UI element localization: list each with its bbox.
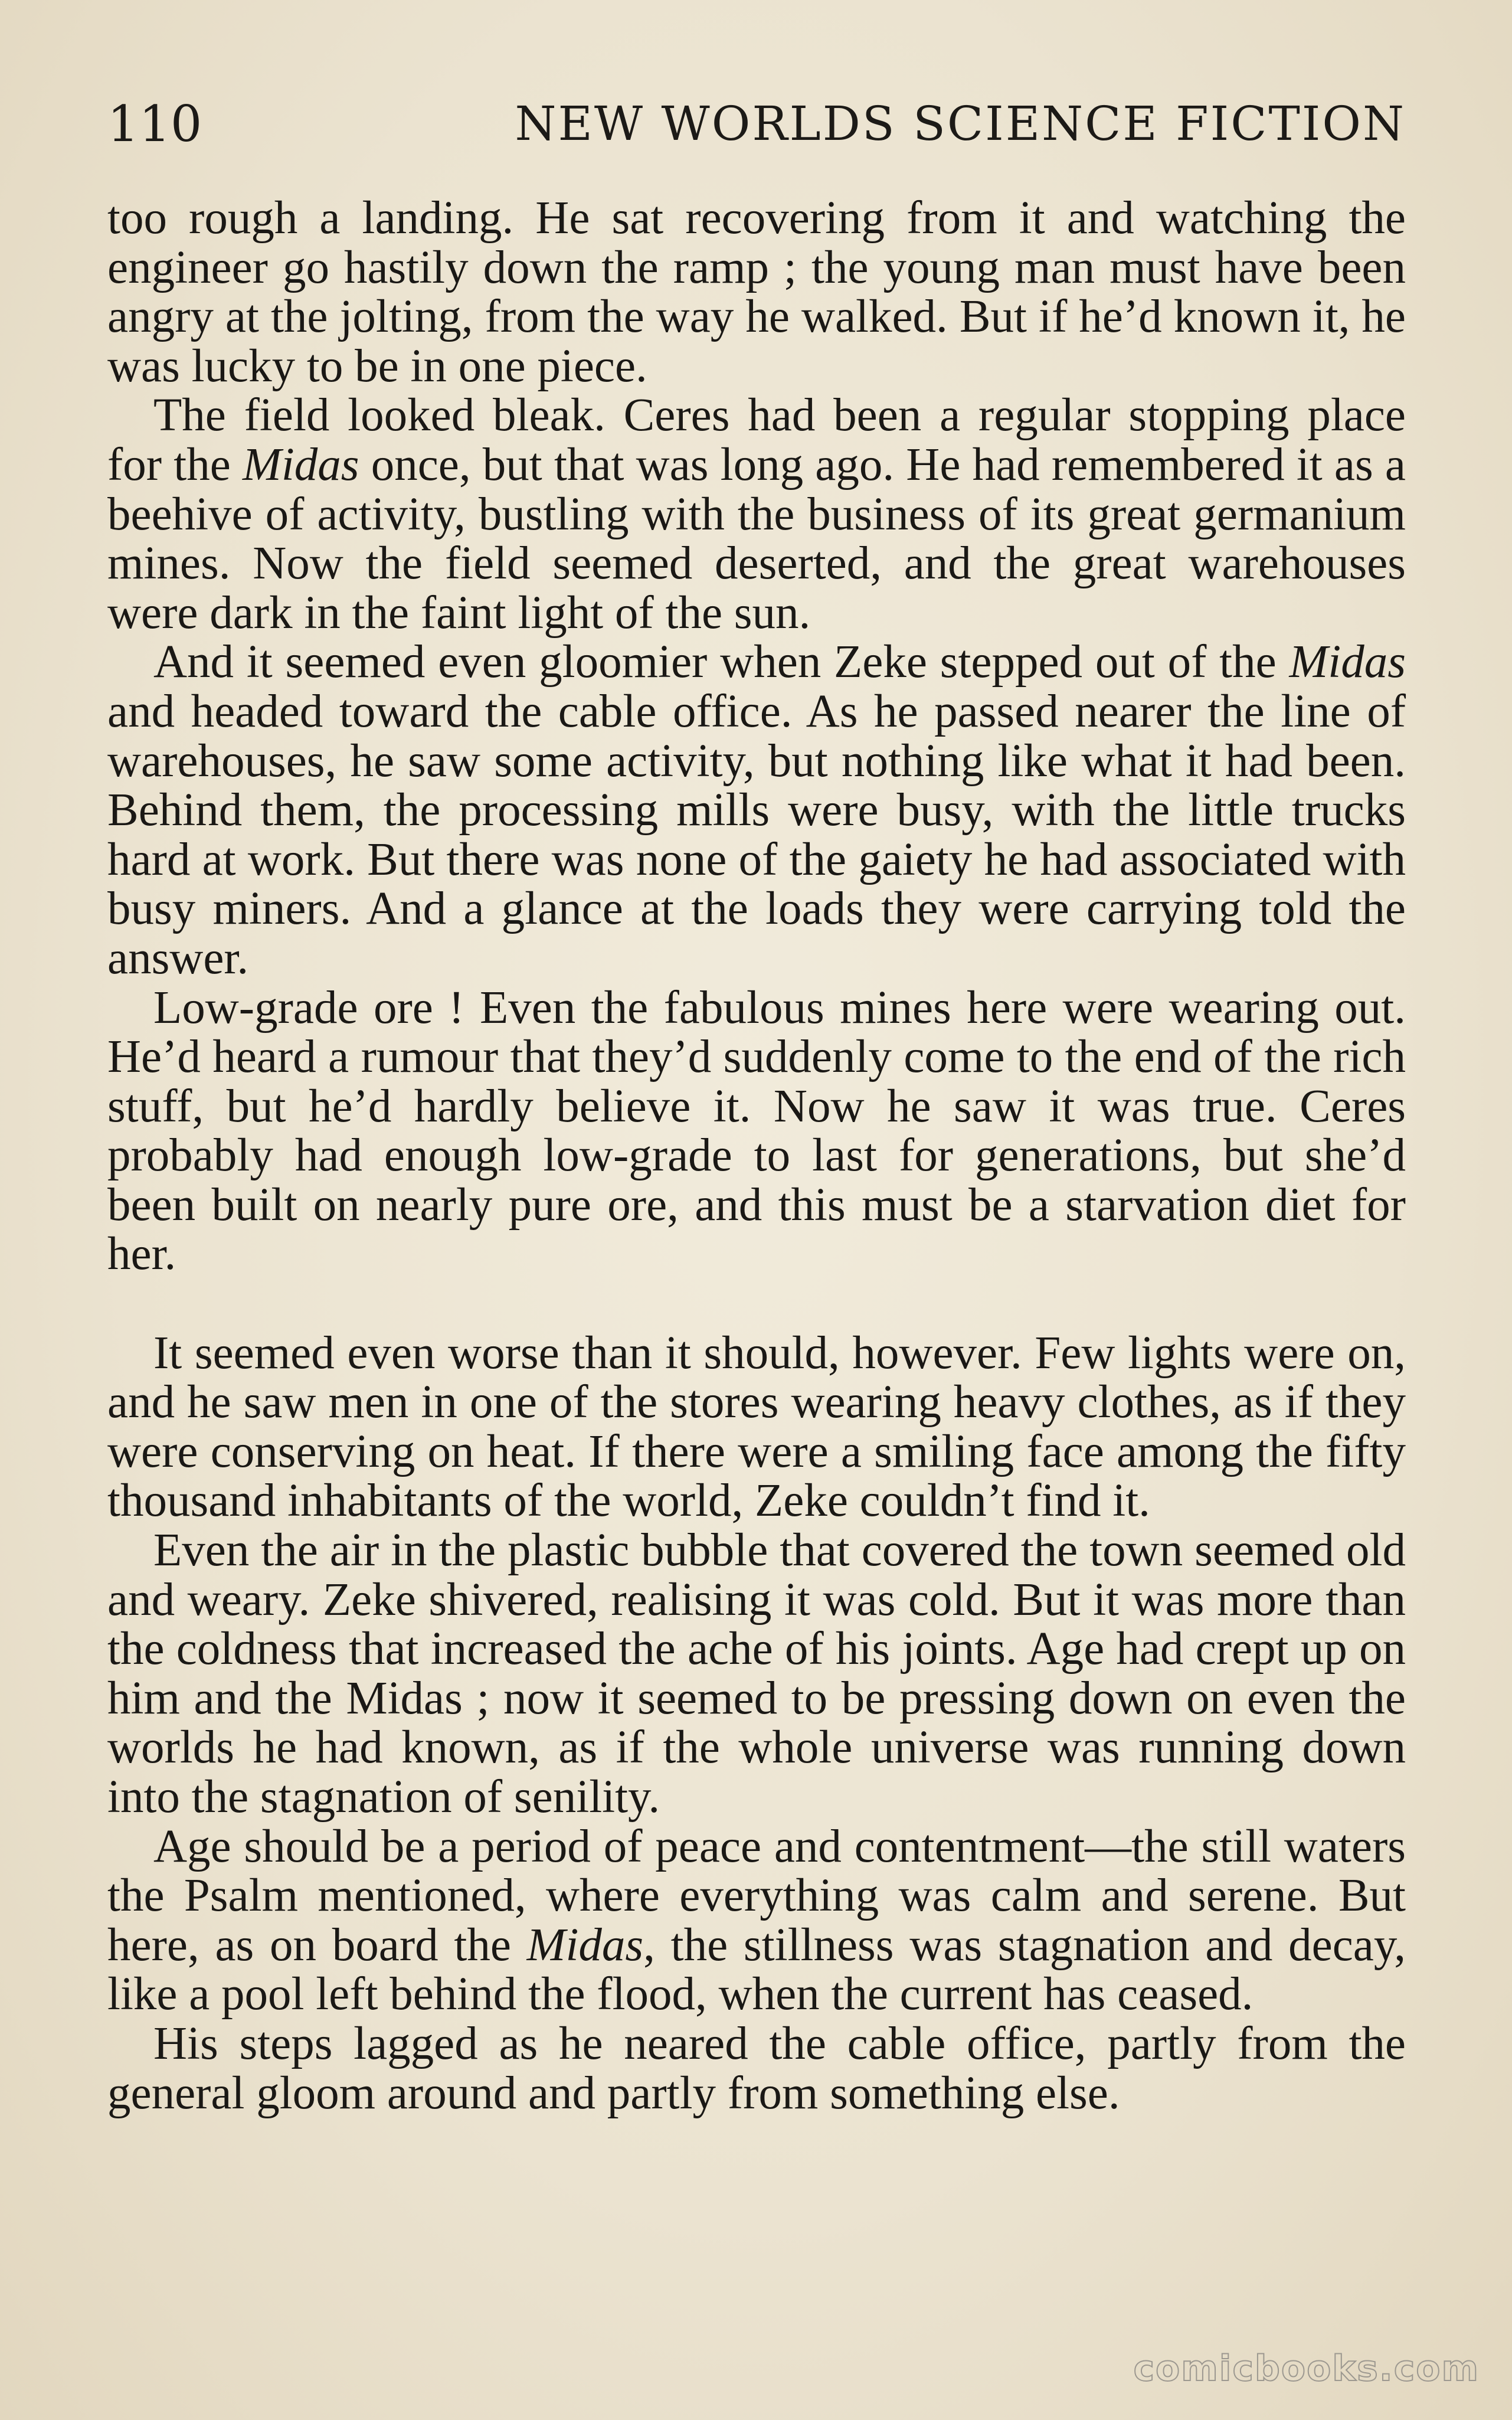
paragraph: It seemed even worse than it should, however. Few lights were on, and he saw men in one of the stores wearing heavy clothes, as if they were conserving on heat. If there were a smiling face among the fifty thousand inhabitants of the world, Zeke couldn’t find it. xyxy=(107,1327,1406,1527)
paragraph: His steps lagged as he neared the cable office, partly from the general gloom around and partly from something else. xyxy=(107,2017,1406,2119)
site-watermark: comicbooks.com xyxy=(1133,2348,1480,2389)
ship-name: Midas xyxy=(1289,636,1406,688)
paragraph-text: once, but that was long ago. He had remembered it as a beehive of activity, bustling with the business of its great germanium mines. Now the field seemed deserted, and the great warehouses were dark in the faint light of the sun. xyxy=(107,439,1406,639)
paragraph-text: and headed toward the cable office. As he passed nearer the line of warehouses, he saw some activity, but nothing like what it had been. Behind them, the processing mills were busy, with the little trucks hard at work. But there was none of the gaiety he had associated with busy miners. And a glance at the loads they were carrying told the answer. xyxy=(107,685,1406,984)
paragraph: Even the air in the plastic bubble that covered the town seemed old and weary. Zeke shivered, realising it was cold. But it was more than the coldness that increased the ache of his joints. Age had crept up on him and the Midas ; now it seemed to be pressing down on even the worlds he had known, as if the whole universe was running down into the stagnation of senility. xyxy=(107,1525,1406,1823)
paragraph xyxy=(107,637,1406,983)
paragraph: Low-grade ore ! Even the fabulous mines here were wearing out. He’d heard a rumour that they’d suddenly come to the end of the rich stuff, but he’d hardly believe it. Now he saw it was true. Ceres probably had enough low-grade to last for generations, but she’d been built on nearly pure ore, and this must be a starvation diet for her. xyxy=(107,982,1406,1280)
paragraph-text: The field looked bleak. Ceres had been a regular stopping place for the xyxy=(107,390,1406,490)
ship-name: Midas xyxy=(243,439,359,490)
paragraph-text: , the stillness was stagnation and decay, like a pool left behind the flood, when the current has ceased. xyxy=(107,1919,1406,2020)
running-head: NEW WORLDS SCIENCE FICTION xyxy=(515,96,1406,151)
paragraph: too rough a landing. He sat recovering from it and watching the engineer go hastily down the ramp ; the young man must have been angry at the jolting, from the way he walked. But if he’d known it, he was lucky to be in one piece. xyxy=(107,192,1406,392)
ship-name: Midas xyxy=(526,1919,644,1971)
page-number: 110 xyxy=(107,95,202,153)
body-text xyxy=(107,194,1406,2118)
paragraph xyxy=(107,1822,1406,2019)
paragraph-text: Age should be a period of peace and contentment—the still waters the Psalm mentioned, where everything was calm and serene. But here, as on board the xyxy=(107,1820,1406,1971)
page-header xyxy=(107,94,1406,159)
paragraph xyxy=(107,391,1406,637)
paragraph-text: And it seemed even gloomier when Zeke stepped out of the xyxy=(153,636,1290,688)
